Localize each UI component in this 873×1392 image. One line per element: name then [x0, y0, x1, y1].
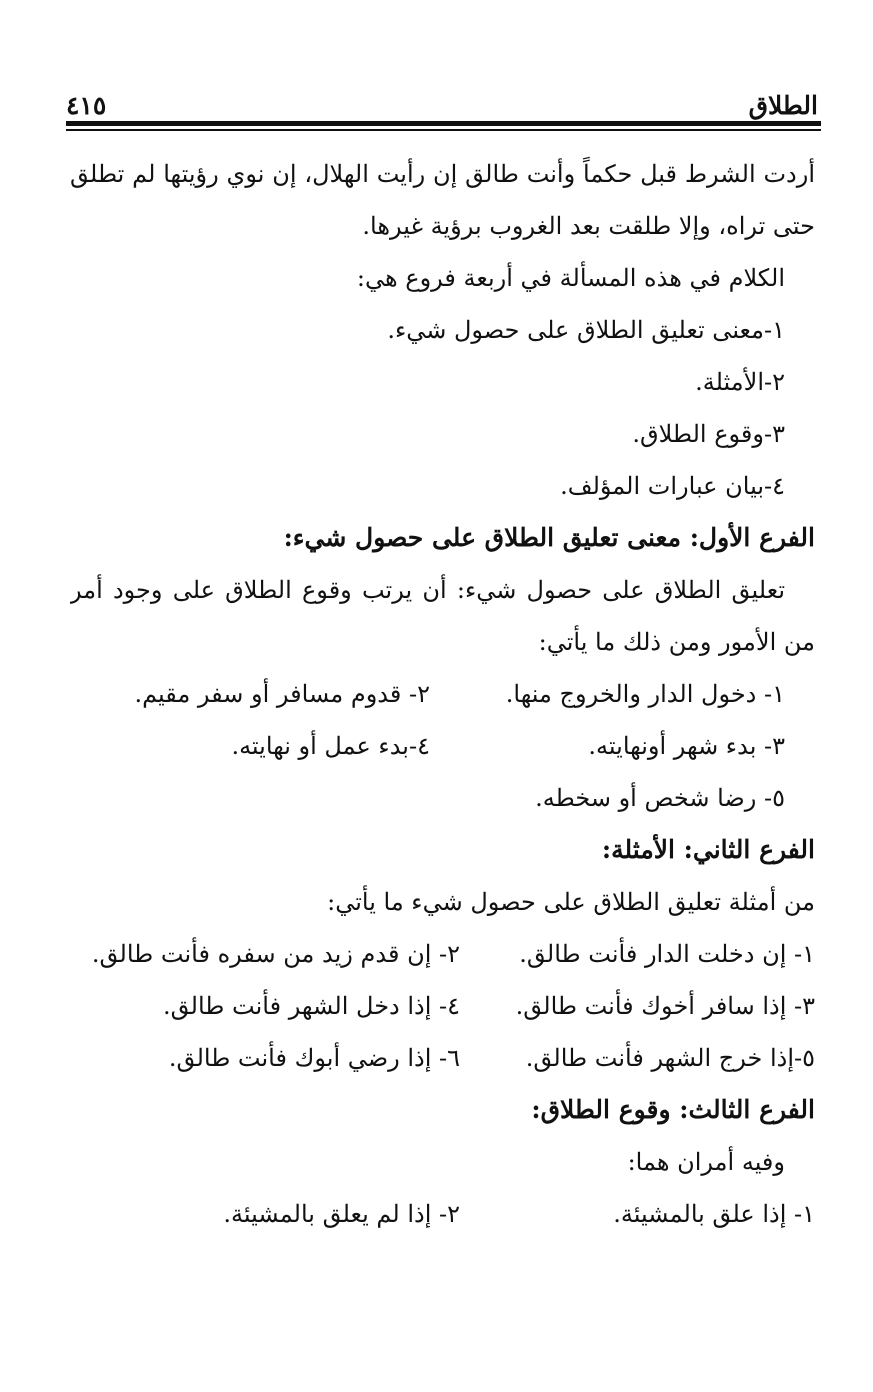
text-line: من الأمور ومن ذلك ما يأتي: [538, 628, 815, 656]
two-column-row [70, 668, 815, 720]
list-item: ٢- قدوم مسافر أو سفر مقيم. [134, 680, 430, 708]
list-item: ٣- إذا سافر أخوك فأنت طالق. [515, 992, 815, 1020]
list-item: ٤- إذا دخل الشهر فأنت طالق. [163, 992, 460, 1020]
text-line: أردت الشرط قبل حكماً وأنت طالق إن رأيت الهلال، إن نوي رؤيتها لم تطلق [70, 160, 815, 188]
list-item: ٣- بدء شهر أونهايته. [588, 732, 785, 760]
two-column-row [70, 1032, 815, 1084]
header-rule-thick [66, 121, 821, 126]
two-column-row [70, 980, 815, 1032]
running-title: الطلاق [748, 91, 818, 120]
list-item: ٢- إن قدم زيد من سفره فأنت طالق. [91, 940, 460, 968]
list-item: ١- إن دخلت الدار فأنت طالق. [519, 940, 815, 968]
list-item: ٦- إذا رضي أبوك فأنت طالق. [168, 1044, 460, 1072]
list-item: ٢- إذا لم يعلق بالمشيئة. [223, 1200, 460, 1228]
list-item: ١-معنى تعليق الطلاق على حصول شيء. [387, 316, 785, 344]
section-heading: الفرع الثالث: وقوع الطلاق: [531, 1095, 815, 1124]
section-heading: الفرع الثاني: الأمثلة: [601, 835, 815, 864]
header-rule-thin [66, 129, 821, 131]
page-number: ٤١٥ [66, 91, 107, 120]
page-body [70, 148, 815, 1240]
list-item: ٣-وقوع الطلاق. [632, 420, 785, 448]
list-item: ٢-الأمثلة. [695, 368, 785, 396]
text-line: وفيه أمران هما: [627, 1148, 785, 1176]
page-header [66, 86, 818, 120]
list-item: ٥-إذا خرج الشهر فأنت طالق. [525, 1044, 815, 1072]
section-heading: الفرع الأول: معنى تعليق الطلاق على حصول شيء: [283, 523, 815, 552]
two-column-row [70, 720, 815, 772]
two-column-row [70, 1188, 815, 1240]
list-item: ١- إذا علق بالمشيئة. [613, 1200, 815, 1228]
list-item: ٤-بدء عمل أو نهايته. [231, 732, 430, 760]
list-item: ٥- رضا شخص أو سخطه. [535, 784, 785, 812]
text-line: حتى تراه، وإلا طلقت بعد الغروب برؤية غيرها. [362, 212, 815, 240]
text-line: الكلام في هذه المسألة في أربعة فروع هي: [356, 264, 785, 292]
text-line: من أمثلة تعليق الطلاق على حصول شيء ما يأتي: [327, 888, 815, 916]
list-item: ٤-بيان عبارات المؤلف. [560, 472, 785, 500]
text-line: تعليق الطلاق على حصول شيء: أن يرتب وقوع الطلاق على وجود أمر [70, 576, 785, 604]
list-item: ١- دخول الدار والخروج منها. [505, 680, 785, 708]
two-column-row [70, 928, 815, 980]
